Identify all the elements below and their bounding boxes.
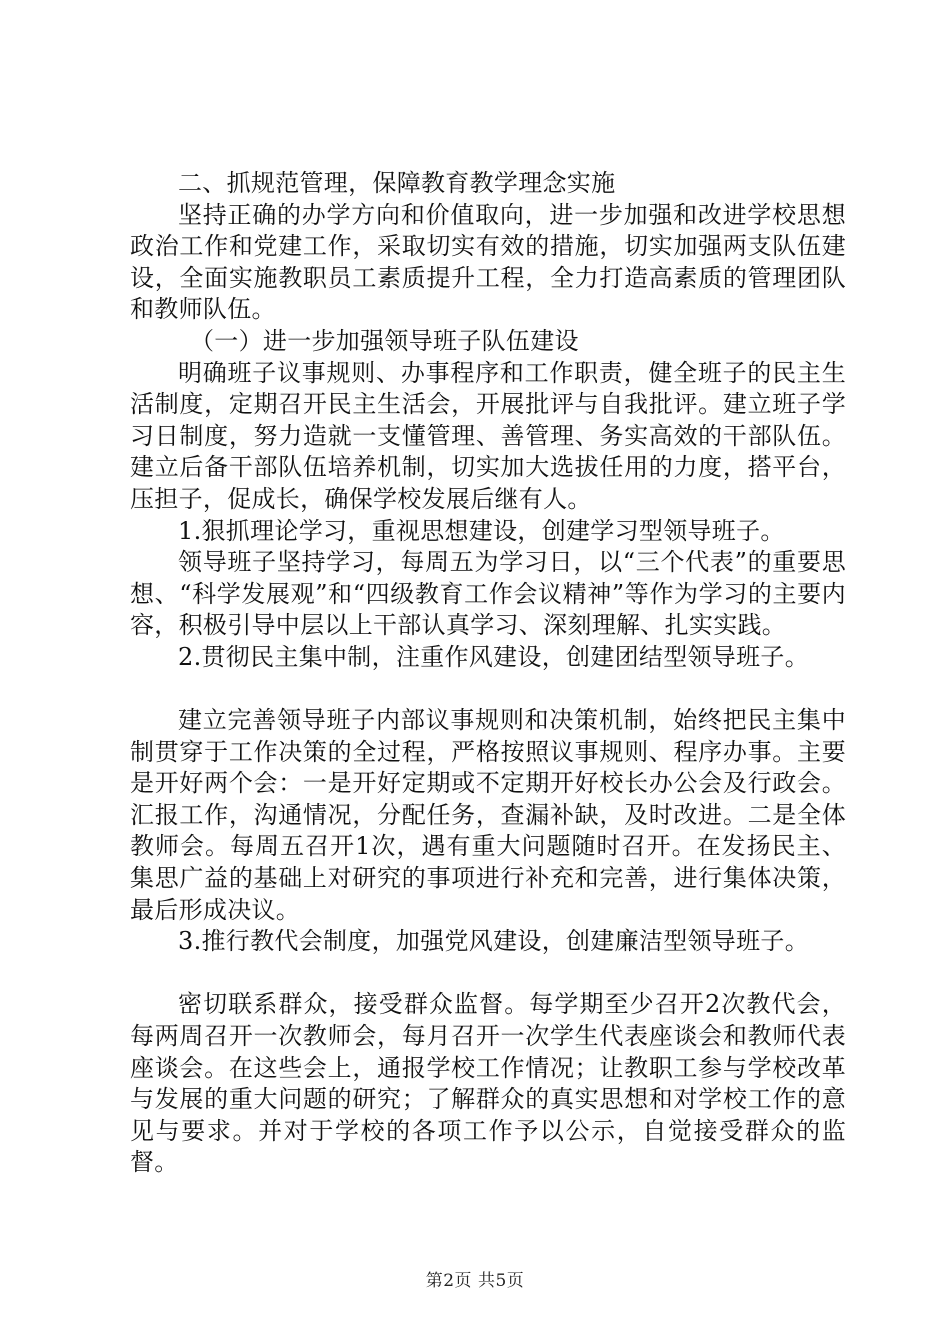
subsection-paragraph: 明确班子议事规则、办事程序和工作职责，健全班子的民主生活制度，定期召开民主生活会，开展批评与自我批评。建立班子学习日制度，努力造就一支懂管理、善管理、务实高效的干部队伍。建立后备干部队伍培养机制，切实加大选拔任用的力度，搭平台，压担子，促成长，确保学校发展后继有人。 xyxy=(130,358,846,513)
section-heading: 二、抓规范管理，保障教育教学理念实施 xyxy=(178,169,616,197)
item-1-title: 1.狠抓理论学习，重视思想建设，创建学习型领导班子。 xyxy=(178,516,785,545)
page-number-footer: 第2页 共5页 xyxy=(425,1271,525,1291)
item-3-title: 3.推行教代会制度，加强党风建设，创建廉洁型领导班子。 xyxy=(178,927,809,956)
item-2-title: 2.贯彻民主集中制，注重作风建设，创建团结型领导班子。 xyxy=(178,642,809,671)
intro-paragraph: 坚持正确的办学方向和价值取向，进一步加强和改进学校思想政治工作和党建工作，采取切实有效的措施，切实加强两支队伍建设，全面实施教职员工素质提升工程，全力打造高素质的管理团队和教师队伍。 xyxy=(130,200,846,324)
document-body xyxy=(130,168,846,1179)
item-1-body: 领导班子坚持学习，每周五为学习日，以“三个代表”的重要思想、“科学发展观”和“四级教育工作会议精神”等作为学习的主要内容，积极引导中层以上干部认真学习、深刻理解、扎实实践。 xyxy=(130,548,846,640)
item-2-body: 建立完善领导班子内部议事规则和决策机制，始终把民主集中制贯穿于工作决策的全过程，严格按照议事规则、程序办事。主要是开好两个会：一是开好定期或不定期开好校长办公会及行政会。汇报工作，沟通情况，分配任务，查漏补缺，及时改进。二是全体教师会。每周五召开1次，遇有重大问题随时召开。在发扬民主、集思广益的基础上对研究的事项进行补充和完善，进行集体决策，最后形成决议。 xyxy=(130,706,846,924)
subsection-heading: （一）进一步加强领导班子队伍建设 xyxy=(190,326,579,355)
item-3-body: 密切联系群众，接受群众监督。每学期至少召开2次教代会，每两周召开一次教师会，每月召开一次学生代表座谈会和教师代表座谈会。在这些会上，通报学校工作情况；让教职工参与学校改革与发展的重大问题的研究；了解群众的真实思想和对学校工作的意见与要求。并对于学校的各项工作予以公示，自觉接受群众的监督。 xyxy=(130,990,846,1177)
